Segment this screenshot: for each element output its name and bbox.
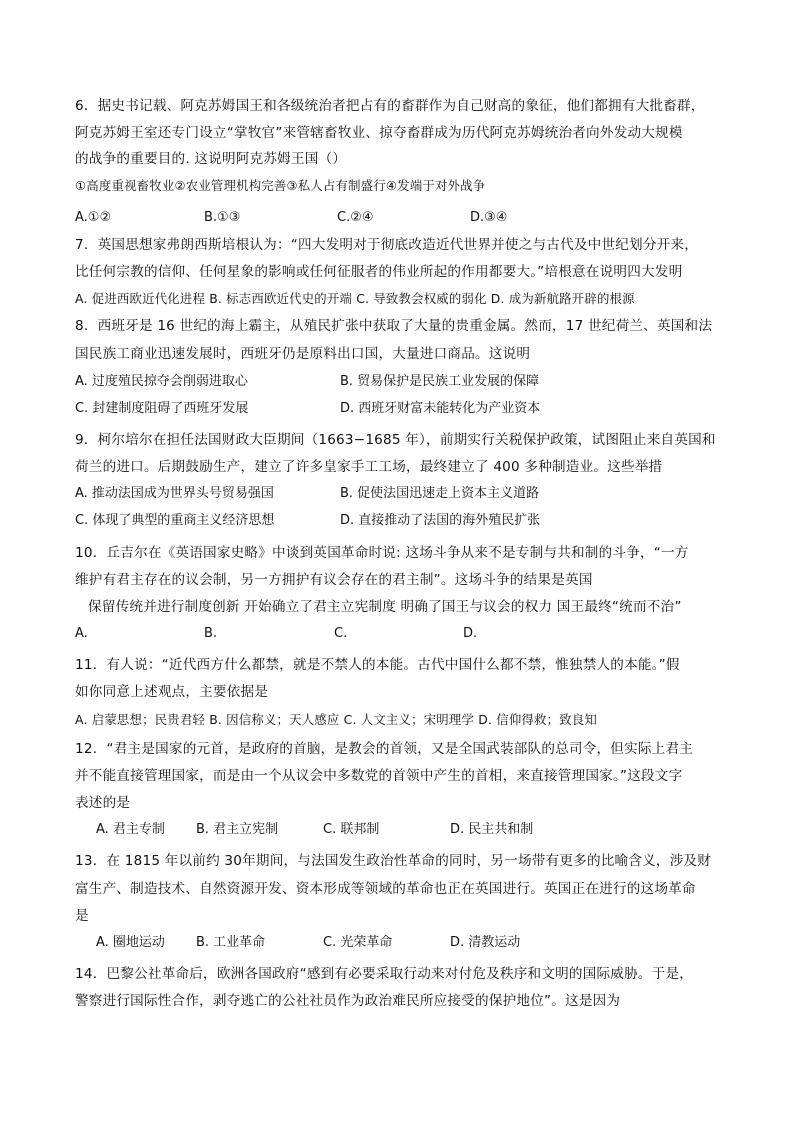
q10-option-c: C. xyxy=(334,626,348,641)
q10-option-texts: 保留传统并进行制度创新 开始确立了君主立宪制度 明确了国王与议会的权力 国王最终“统而不治” xyxy=(88,599,682,615)
q13-option-c: C. 光荣革命 xyxy=(323,935,393,950)
q6-statements: ①高度重视畜牧业②农业管理机构完善③私人占有制盛行④发端于对外战争 xyxy=(75,178,486,193)
q6-stem-line-3: 的战争的重要目的. 这说明阿克苏姆王国（） xyxy=(75,151,347,167)
q7-stem-line-1: 7．英国思想家弗朗西斯培根认为：“四大发明对于彻底改造近代世界并使之与古代及中世纪划分开来， xyxy=(75,237,699,253)
q10-option-b: B. xyxy=(204,626,218,641)
q12-stem-line-3: 表述的是 xyxy=(75,795,131,811)
q6-stem-line-2: 阿克苏姆王室还专门设立“掌牧官”来管辖畜牧业、掠夺畜群成为历代阿克苏姆统治者向外发动大规模 xyxy=(75,125,683,141)
q12-stem-line-1: 12．“君主是国家的元首，是政府的首脑，是教会的首领，又是全国武装部队的总司令，但实际上君主 xyxy=(75,741,694,757)
q14-stem-line-1: 14．巴黎公社革命后，欧洲各国政府“感到有必要采取行动来对付危及秩序和文明的国际威胁。于是， xyxy=(75,966,694,982)
q9-stem-line-1: 9．柯尔培尔在担任法国财政大臣期间（1663−1685 年），前期实行关税保护政策，试图阻止来自英国和 xyxy=(75,432,716,448)
q12-stem-line-2: 并不能直接管理国家，而是由一个从议会中多数党的首领中产生的首相，来直接管理国家。”这段文字 xyxy=(75,768,683,784)
q14-stem-line-2: 警察进行国际性合作，剥夺逃亡的公社社员作为政治难民所应接受的保护地位”。这是因为 xyxy=(75,993,621,1009)
q13-option-a: A. 圈地运动 xyxy=(96,935,165,950)
q9-option-a: A. 推动法国成为世界头号贸易强国 xyxy=(75,486,274,501)
q13-stem-line-2: 富生产、制造技术、自然资源开发、资本形成等领域的革命也正在英国进行。英国正在进行的这场革命 xyxy=(75,881,696,897)
q8-stem-line-2: 国民族工商业迅速发展时，西班牙仍是原料出口国，大量进口商品。这说明 xyxy=(75,346,531,362)
q12-option-b: B. 君主立宪制 xyxy=(196,822,279,837)
q9-stem-line-2: 荷兰的进口。后期鼓励生产，建立了许多皇家手工工场，最终建立了 400 多种制造业。这些举措 xyxy=(75,459,663,475)
q6-stem-line-1: 6．据史书记载、阿克苏姆国王和各级统治者把占有的畜群作为自己财高的象征，他们都拥有大批畜群， xyxy=(75,98,705,114)
q8-option-a: A. 过度殖民掠夺会削弱进取心 xyxy=(75,374,248,389)
q9-option-d: D. 直接推动了法国的海外殖民扩张 xyxy=(340,513,541,528)
q12-option-c: C. 联邦制 xyxy=(323,822,380,837)
q8-option-c: C. 封建制度阻碍了西班牙发展 xyxy=(75,401,249,416)
q10-stem-line-1: 10．丘吉尔在《英语国家史略》中谈到英国革命时说: 这场斗争从来不是专制与共和制的斗争，“一方 xyxy=(75,545,689,561)
q6-option-d: D.③④ xyxy=(470,210,508,225)
q6-option-c: C.②④ xyxy=(337,210,374,225)
q10-option-d: D. xyxy=(463,626,478,641)
q13-stem-line-3: 是 xyxy=(75,908,89,924)
q11-options: A. 启蒙思想；民贵君轻 B. 因信称义；天人感应 C. 人文主义；宋明理学 D. 信仰得救；致良知 xyxy=(75,712,597,727)
q9-option-c: C. 体现了典型的重商主义经济思想 xyxy=(75,513,275,528)
q10-stem-line-2: 维护有君主存在的议会制，另一方拥护有议会存在的君主制”。这场斗争的结果是英国 xyxy=(75,572,593,588)
q11-stem-line-1: 11．有人说：“近代西方什么都禁，就是不禁人的本能。古代中国什么都不禁，惟独禁人的本能。”假 xyxy=(75,657,680,673)
q7-options: A. 促进西欧近代化进程 B. 标志西欧近代史的开端 C. 导致教会权威的弱化 D. 成为新航路开辟的根源 xyxy=(75,291,635,306)
q9-option-b: B. 促使法国迅速走上资本主义道路 xyxy=(340,486,540,501)
q8-stem-line-1: 8．西班牙是 16 世纪的海上霸主，从殖民扩张中获取了大量的贵重金属。然而，17 世纪荷兰、英国和法 xyxy=(75,318,713,334)
q13-option-b: B. 工业革命 xyxy=(196,935,266,950)
q11-stem-line-2: 如你同意上述观点，主要依据是 xyxy=(75,684,269,700)
q8-option-d: D. 西班牙财富未能转化为产业资本 xyxy=(340,401,541,416)
q6-option-b: B.①③ xyxy=(204,210,241,225)
q13-option-d: D. 清教运动 xyxy=(450,935,521,950)
q12-option-a: A. 君主专制 xyxy=(96,822,165,837)
q10-option-a: A. xyxy=(75,626,88,641)
q12-option-d: D. 民主共和制 xyxy=(450,822,534,837)
q7-stem-line-2: 比任何宗教的信仰、任何星象的影响或任何征服者的伟业所起的作用都要大。”培根意在说明四大发明 xyxy=(75,264,683,280)
q6-option-a: A.①② xyxy=(75,210,112,225)
q13-stem-line-1: 13．在 1815 年以前约 30年期间，与法国发生政治性革命的同时，另一场带有更多的比喻含义，涉及财 xyxy=(75,853,712,869)
q8-option-b: B. 贸易保护是民族工业发展的保障 xyxy=(340,374,540,389)
